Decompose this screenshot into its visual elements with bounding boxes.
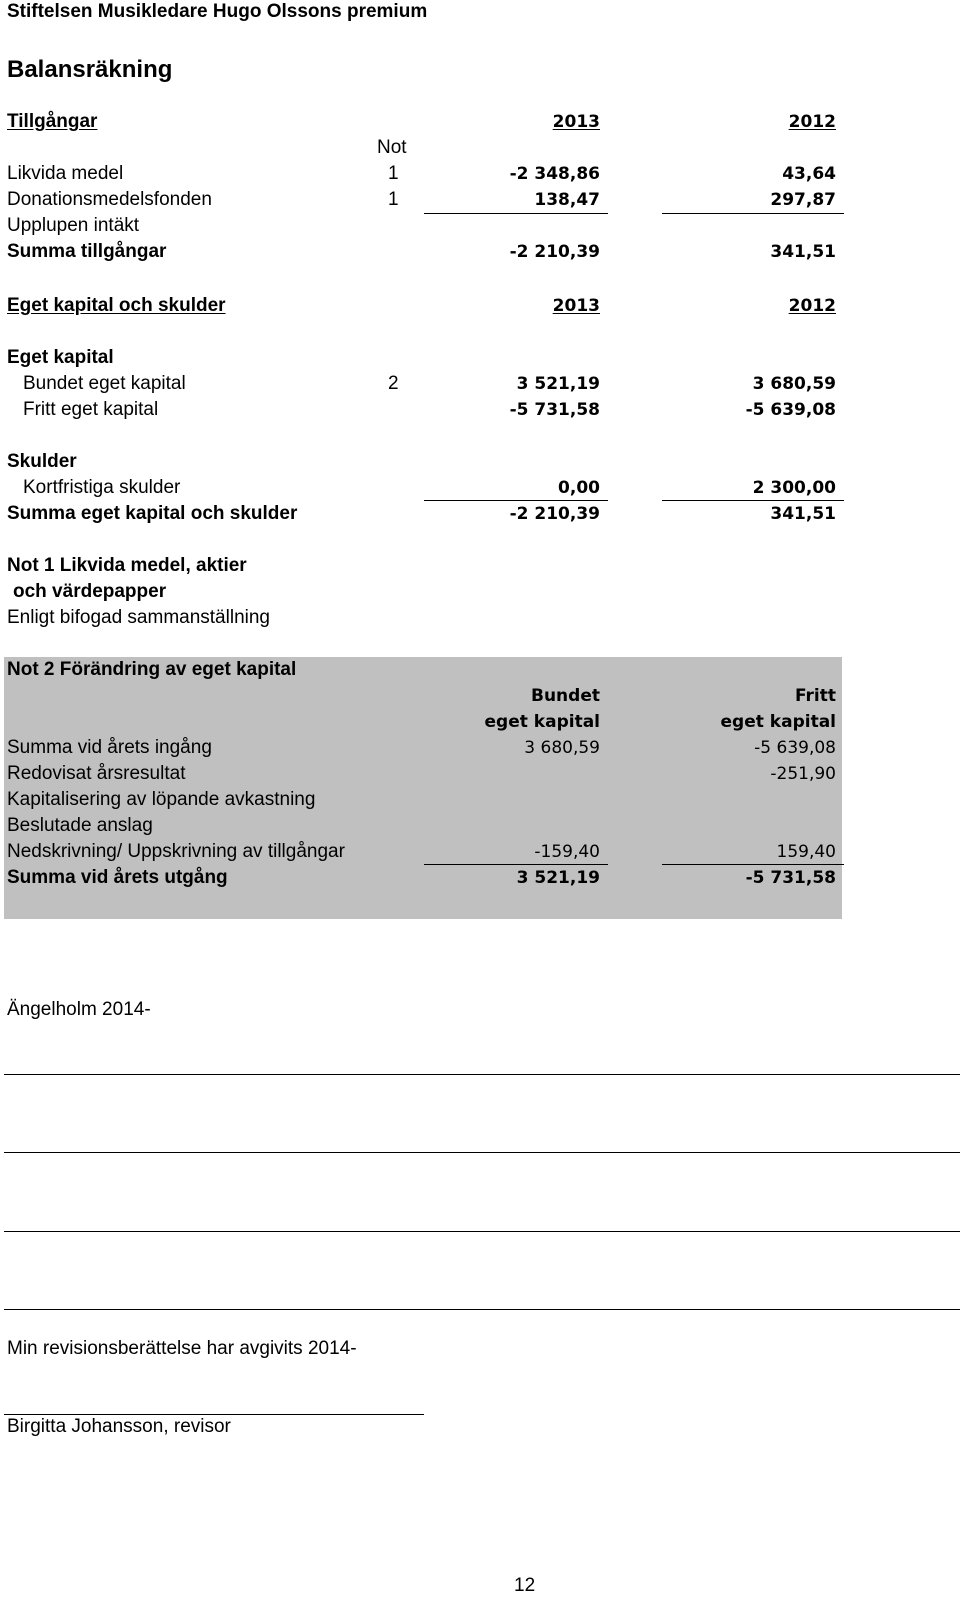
equity-row-2012: -5 639,08 — [745, 400, 836, 420]
audit-statement: Min revisionsberättelse har avgivits 2014- — [7, 1338, 357, 1359]
place-date: Ängelholm 2014- — [7, 999, 151, 1020]
note2-row-label: Summa vid årets ingång — [7, 737, 212, 758]
page-title: Balansräkning — [7, 56, 173, 83]
equity-row-2012: 3 680,59 — [752, 374, 836, 394]
assets-year-2013: 2013 — [552, 112, 600, 132]
equity-row-label: Bundet eget kapital — [23, 373, 186, 394]
page-number: 12 — [514, 1575, 536, 1596]
note2-col-fritt: Fritt — [795, 686, 836, 706]
equity-liabilities-total-2012: 341,51 — [770, 504, 836, 524]
assets-year-2012: 2012 — [788, 112, 836, 132]
note1-text: Enligt bifogad sammanställning — [7, 607, 270, 628]
equity-row-note: 2 — [388, 373, 399, 394]
equity-liabilities-total-2013: -2 210,39 — [509, 504, 600, 524]
asset-row-note: 1 — [388, 189, 399, 210]
equity-row-2013: 3 521,19 — [516, 374, 600, 394]
note2-row-label: Kapitalisering av löpande avkastning — [7, 789, 316, 810]
note2-title: Not 2 Förändring av eget kapital — [7, 659, 297, 680]
auditor-name: Birgitta Johansson, revisor — [7, 1416, 231, 1437]
liability-row-2012: 2 300,00 — [752, 478, 836, 498]
sum-rule — [424, 500, 608, 501]
equity-heading: Eget kapital — [7, 347, 114, 368]
note2-row-label: Redovisat årsresultat — [7, 763, 186, 784]
equity-liabilities-total-label: Summa eget kapital och skulder — [7, 503, 298, 524]
note2-row-fritt: 159,40 — [776, 842, 836, 862]
liability-row-label: Kortfristiga skulder — [23, 477, 181, 498]
asset-row-2012: 43,64 — [782, 164, 836, 184]
sum-rule — [662, 500, 844, 501]
note2-col-bundet-sub: eget kapital — [484, 712, 600, 732]
asset-row-label: Donationsmedelsfonden — [7, 189, 212, 210]
organization-name: Stiftelsen Musikledare Hugo Olssons premium — [7, 1, 428, 22]
auditor-signature-line — [4, 1414, 424, 1415]
equity-year-2012: 2012 — [788, 296, 836, 316]
equity-row-2013: -5 731,58 — [509, 400, 600, 420]
signature-line — [4, 1152, 960, 1153]
assets-total-label: Summa tillgångar — [7, 241, 167, 262]
note2-row-label: Nedskrivning/ Uppskrivning av tillgångar — [7, 841, 345, 862]
note1-title-cont: och värdepapper — [13, 581, 167, 602]
asset-row-label: Likvida medel — [7, 163, 124, 184]
asset-row-label: Upplupen intäkt — [7, 215, 140, 236]
note2-row-fritt: -251,90 — [770, 764, 836, 784]
sum-rule — [424, 864, 608, 865]
note2-col-bundet: Bundet — [531, 686, 600, 706]
sum-rule — [662, 864, 844, 865]
note1-title: Not 1 Likvida medel, aktier — [7, 555, 247, 576]
assets-total-2013: -2 210,39 — [509, 242, 600, 262]
asset-row-2012: 297,87 — [770, 190, 836, 210]
sum-rule — [424, 213, 608, 214]
note2-row-label: Beslutade anslag — [7, 815, 153, 836]
asset-row-note: 1 — [388, 163, 399, 184]
equity-row-label: Fritt eget kapital — [23, 399, 159, 420]
note2-row-fritt: -5 639,08 — [754, 738, 836, 758]
equity-year-2013: 2013 — [552, 296, 600, 316]
assets-heading: Tillgångar — [7, 111, 98, 132]
asset-row-2013: 138,47 — [534, 190, 600, 210]
assets-total-2012: 341,51 — [770, 242, 836, 262]
note-column-header: Not — [377, 137, 407, 158]
liabilities-heading: Skulder — [7, 451, 77, 472]
liability-row-2013: 0,00 — [558, 478, 600, 498]
note2-col-fritt-sub: eget kapital — [720, 712, 836, 732]
sum-rule — [662, 213, 844, 214]
note2-total-fritt: -5 731,58 — [745, 868, 836, 888]
note2-total-label: Summa vid årets utgång — [7, 867, 228, 888]
note2-row-bundet: -159,40 — [534, 842, 600, 862]
note2-total-bundet: 3 521,19 — [516, 868, 600, 888]
note2-row-bundet: 3 680,59 — [524, 738, 600, 758]
signature-line — [4, 1231, 960, 1232]
equity-liabilities-heading: Eget kapital och skulder — [7, 295, 226, 316]
asset-row-2013: -2 348,86 — [509, 164, 600, 184]
signature-line — [4, 1074, 960, 1075]
signature-line — [4, 1309, 960, 1310]
